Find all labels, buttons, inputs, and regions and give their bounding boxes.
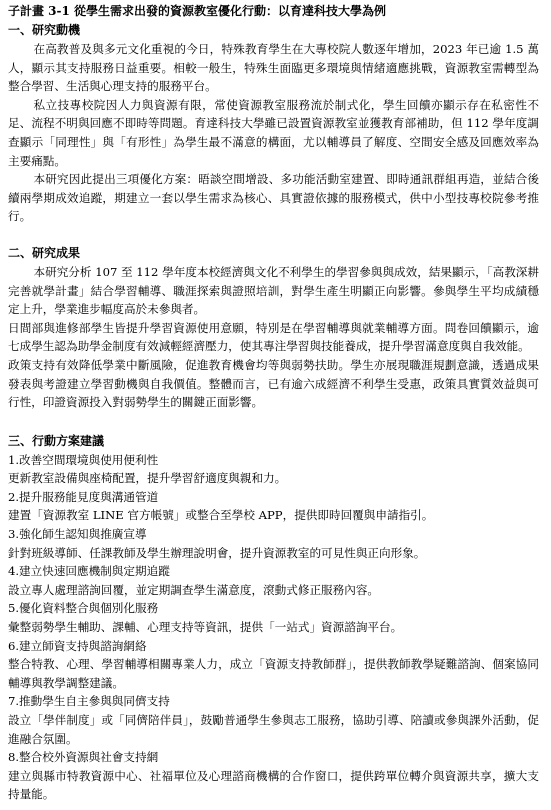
section-spacer	[8, 226, 539, 244]
recommendation-item	[8, 692, 539, 748]
recommendation-item-title: 6.建立師資支持與諮詢網絡	[8, 638, 147, 653]
recommendation-item-body: 更新教室設備與座椅配置，提升學習舒適度與親和力。	[8, 471, 287, 486]
recommendation-item-body: 建立與縣市特教資源中心、社福單位及心理諮商機構的合作窗口，提供跨單位轉介與資源共享，擴大支持量能。	[8, 768, 539, 802]
section-heading-results: 二、研究成果	[8, 245, 81, 260]
recommendation-item-body: 設立專人處理諮詢回覆，並定期調查學生滿意度，滾動式修正服務內容。	[8, 582, 380, 597]
results-paragraph-3: 政策支持有效降低學業中斷風險，促進教育機會均等與弱勢扶助。學生亦展現職涯規劃意識，透過成果發表與考證建立學習動機與自我價值。整體而言，已有逾六成經濟不利學生受惠，政策具實質效益與可行性，印證資源投入對弱勢學生的關鍵正面影響。	[8, 357, 539, 410]
recommendation-item-title: 3.強化師生認知與推廣宣導	[8, 527, 147, 542]
recommendation-item-body: 設立「學伴制度」或「同儕陪伴員」，鼓勵普通學生參與志工服務，協助引導、陪讀或參與課外活動，促進融合氛圍。	[8, 713, 539, 746]
section-results	[8, 244, 539, 412]
results-paragraph-1: 本研究分析 107 至 112 學年度本校經濟與文化不利學生的學習參與與成效，結果顯示，「高教深耕完善就學計畫」結合學習輔導、職涯探索與證照培訓，對學生產生明顯正向影響。參與學生平均成績穩定上升，學業進步幅度高於未參與者。	[8, 264, 539, 317]
motivation-paragraph-1: 在高教普及與多元文化重視的今日，特殊教育學生在大專校院人數逐年增加，2023 年已逾 1.5 萬人，顯示其支持服務日益重要。相較一般生，特殊生面臨更多環境與情緒適應挑戰，資源教室需轉型為整合學習、生活與心理支持的服務平台。	[8, 42, 539, 94]
recommendation-item	[8, 599, 539, 636]
recommendation-item-body: 彙整弱勢學生輔助、課輔、心理支持等資訊，提供「一站式」資源諮詢平台。	[8, 620, 403, 635]
recommendation-item-title: 1.改善空間環境與使用便利性	[8, 452, 159, 467]
recommendation-item	[8, 451, 539, 488]
recommendation-item-title: 4.建立快速回應機制與定期追蹤	[8, 564, 170, 579]
recommendation-item	[8, 525, 539, 562]
recommendation-item-body: 建置「資源教室 LINE 官方帳號」或整合至學校 APP，提供即時回覆與申請指引。	[8, 508, 434, 523]
motivation-paragraph-2: 私立技專校院因人力與資源有限，常使資源教室服務流於制式化，學生回饋亦顯示存在私密性不足、流程不明與回應不即時等問題。育達科技大學雖已設置資源教室並獲教育部補助，但 112 學年度調查顯示「同理性」與「有形性」為學生最不滿意的構面，尤以輔導員了解度、空間安全感及回應效率為主要痛點。	[8, 97, 539, 168]
section-heading-recommendations: 三、行動方案建議	[8, 433, 105, 448]
section-recommendations	[8, 432, 539, 804]
recommendation-item	[8, 488, 539, 525]
results-paragraph-2: 日間部與進修部學生皆提升學習資源使用意願，特別是在學習輔導與就業輔導方面。問卷回饋顯示，逾七成學生認為助學金制度有效減輕經濟壓力，使其專注學習與技能養成，提升學習滿意度與自我效能。	[8, 320, 539, 354]
section-heading-motivation: 一、研究動機	[8, 23, 81, 37]
recommendation-item-body: 針對班級導師、任課教師及學生辦理說明會，提升資源教室的可見性與正向形象。	[8, 545, 426, 560]
motivation-paragraph-3: 本研究因此提出三項優化方案：晤談空間增設、多功能活動室建置、即時通訊群組再造，並結合後續兩學期成效追蹤，期建立一套以學生需求為核心、具實證依據的服務模式，供中小型技專校院參考推行。	[8, 172, 539, 224]
recommendation-item-body: 整合特教、心理、學習輔導相關專業人力，成立「資源支持教師群」，提供教師教學疑難諮詢、個案協同輔導與教學調整建議。	[8, 657, 539, 690]
document-title: 子計畫 3-1 從學生需求出發的資源教室優化行動：以育達科技大學為例	[8, 4, 387, 18]
recommendation-item-title: 5.優化資料整合與個別化服務	[8, 601, 159, 616]
recommendation-item-title: 8.整合校外資源與社會支持網	[8, 750, 159, 765]
recommendation-item-title: 2.提升服務能見度與溝通管道	[8, 489, 159, 504]
recommendation-item-title: 7.推動學生自主參與與同儕支持	[8, 694, 170, 709]
section-spacer	[8, 412, 539, 432]
recommendation-item	[8, 637, 539, 693]
recommendation-item	[8, 748, 539, 804]
section-motivation	[8, 21, 539, 226]
recommendation-item	[8, 562, 539, 599]
